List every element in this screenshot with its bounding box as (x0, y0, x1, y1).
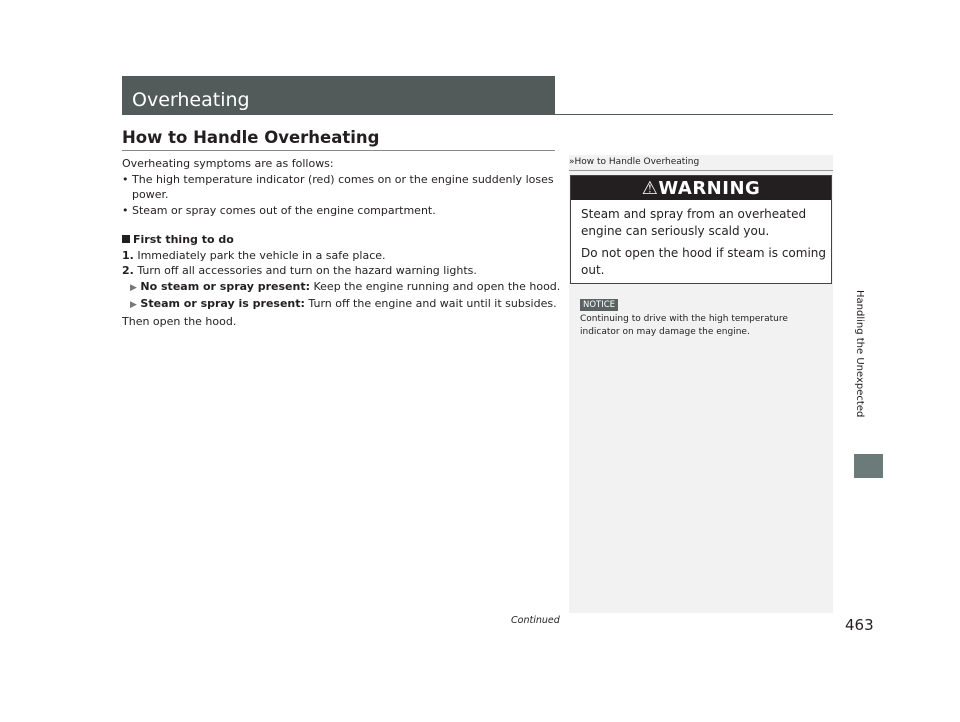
then-text: Then open the hood. (122, 314, 237, 328)
section-title: How to Handle Overheating (122, 128, 380, 147)
condition-text: Keep the engine running and open the hood. (310, 279, 561, 293)
step-text: Immediately park the vehicle in a safe place. (137, 248, 386, 262)
arrow-icon: ▶ (130, 282, 137, 293)
condition-label: No steam or spray present: (140, 279, 310, 293)
bullet: • Steam or spray comes out of the engine compartment. (122, 203, 436, 217)
warning-title (571, 176, 831, 200)
bullet: • The high temperature indicator (red) comes on or the engine suddenly loses power. (122, 172, 554, 201)
sidebar-ref-text: How to Handle Overheating (574, 157, 700, 167)
header-rule (122, 114, 833, 115)
page-header: Overheating (122, 76, 555, 115)
page-number: 463 (845, 616, 874, 634)
notice-badge: NOTICE (580, 299, 618, 311)
notice-text: Continuing to drive with the high temperature indicator on may damage the engine. (580, 314, 788, 337)
condition (122, 296, 562, 314)
step-num: 1. (122, 248, 134, 262)
condition-text: Turn off the engine and wait until it subsides. (304, 297, 557, 310)
step (122, 263, 562, 279)
warning-triangle-icon: ⚠ (641, 178, 659, 199)
bullet-text: The high temperature indicator (red) comes on or the engine suddenly loses power. (132, 172, 554, 201)
warning-text: Steam and spray from an overheated engine can seriously scald you. (581, 207, 807, 238)
warning-text: Do not open the hood if steam is coming out. (581, 246, 827, 277)
chapter-tab-marker[interactable] (854, 454, 883, 478)
step-num: 2. (122, 264, 134, 277)
sidebar-rule (569, 170, 833, 171)
double-chevron-icon: » (569, 157, 575, 167)
intro: Overheating symptoms are as follows: (122, 157, 334, 170)
condition (122, 279, 562, 297)
subheading (122, 232, 562, 248)
bullet-text: Steam or spray comes out of the engine compartment. (132, 203, 436, 217)
arrow-icon: ▶ (130, 300, 137, 310)
square-icon (122, 235, 130, 243)
section-rule (122, 150, 555, 151)
warning-title-text: WARNING (658, 178, 761, 199)
chapter-tab-label: Handling the Unexpected (854, 290, 865, 418)
warning-box (570, 175, 832, 284)
main-text (122, 156, 562, 329)
step (122, 248, 562, 264)
condition-label: Steam or spray is present: (140, 297, 305, 310)
step-text: Turn off all accessories and turn on the hazard warning lights. (137, 264, 477, 277)
subheading-text: First thing to do (133, 233, 234, 246)
continued-label: Continued (511, 615, 560, 626)
sidebar-ref (569, 157, 699, 167)
